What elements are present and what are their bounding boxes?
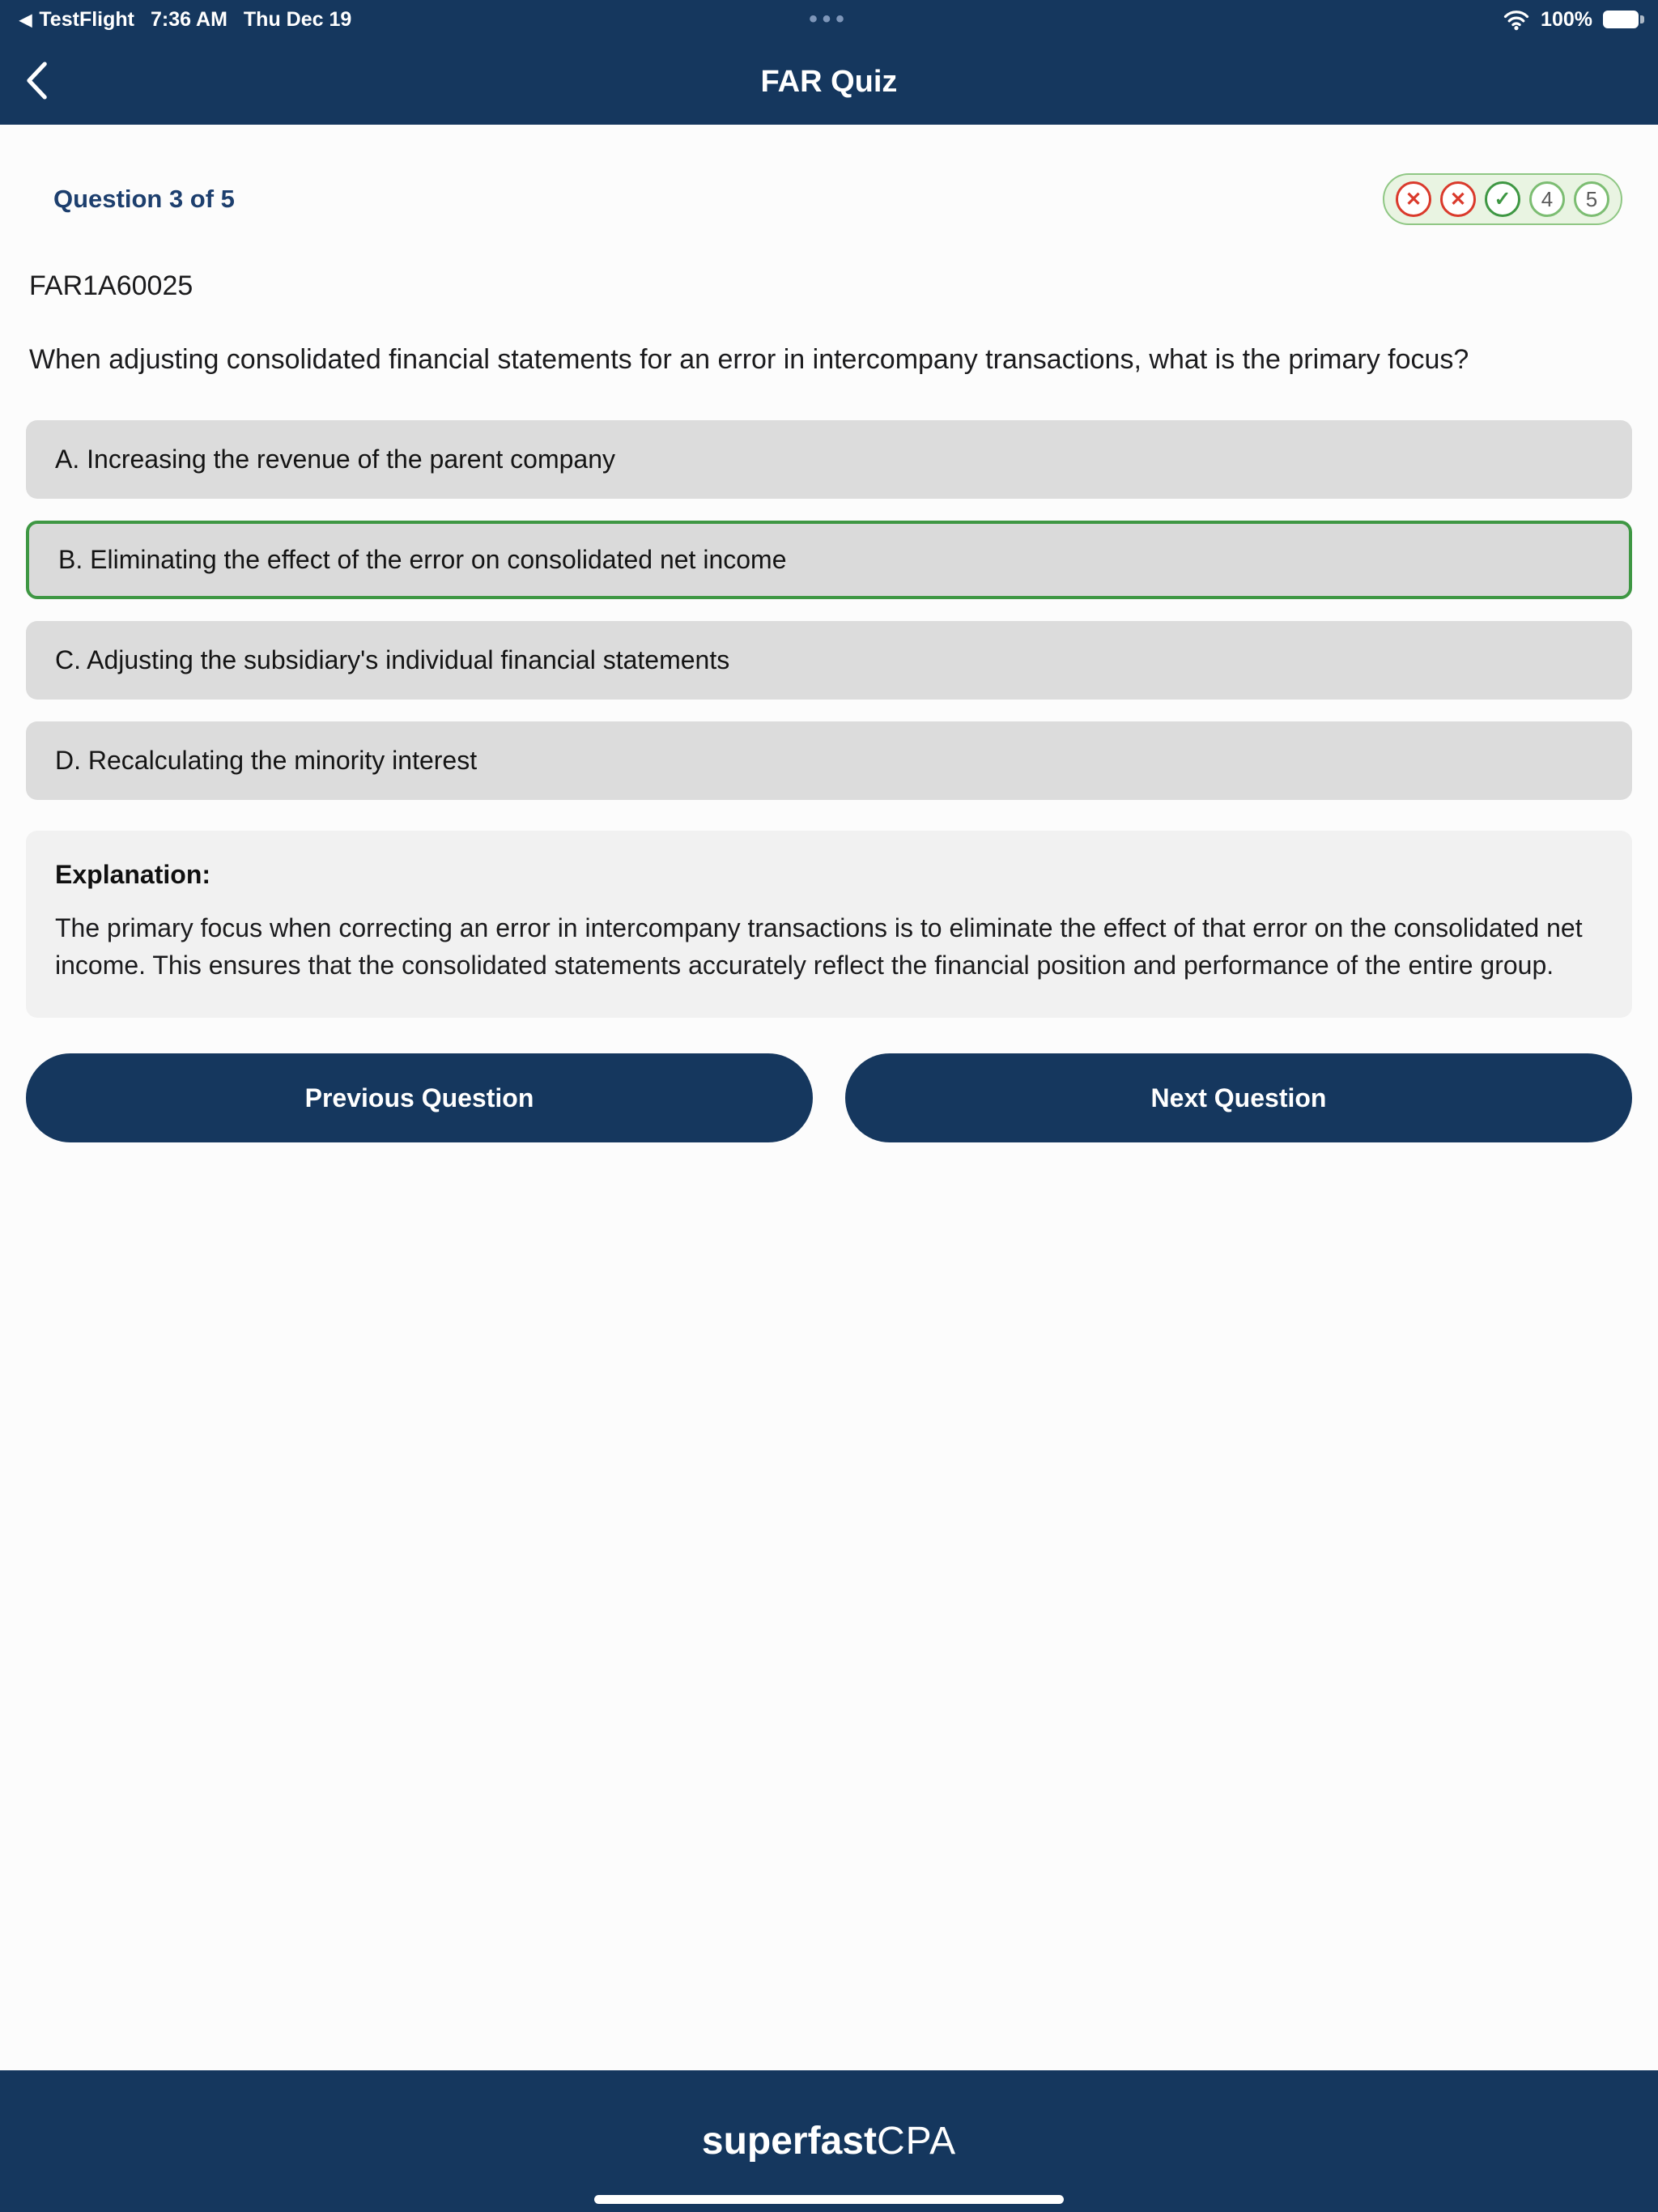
- navigation-buttons: [26, 1053, 1632, 1142]
- previous-question-button[interactable]: Previous Question: [26, 1053, 813, 1142]
- option-b-selected[interactable]: B. Eliminating the effect of the error on consolidated net income: [26, 521, 1632, 599]
- multitask-dots-icon: •••: [809, 6, 849, 32]
- footer: [0, 2070, 1658, 2212]
- back-button[interactable]: [24, 61, 49, 104]
- chevron-left-icon: [24, 61, 49, 104]
- status-date: Thu Dec 19: [243, 7, 352, 31]
- status-bar: [0, 0, 1658, 39]
- brand-logo-light: CPA: [876, 2120, 957, 2163]
- brand-logo-bold: superfast: [701, 2120, 877, 2163]
- brand-logo: [702, 2119, 956, 2163]
- page-title: FAR Quiz: [760, 64, 898, 99]
- battery-percent: 100%: [1541, 7, 1592, 31]
- battery-icon: [1603, 11, 1639, 28]
- explanation-text: The primary focus when correcting an error in intercompany transactions is to eliminate the effect of that error on the consolidated net income. This ensures that the consolidated statements accurately reflect the financial position and performance of the entire group.: [55, 912, 1583, 980]
- status-right: [1503, 8, 1639, 32]
- nav-bar: [0, 39, 1658, 125]
- testflight-label: TestFlight: [39, 7, 134, 31]
- question-text: When adjusting consolidated financial statements for an error in intercompany transactions, what is the primary focus?: [29, 344, 1469, 375]
- status-left: [19, 8, 351, 32]
- question3-correct-icon: ✓: [1485, 181, 1520, 217]
- option-c[interactable]: C. Adjusting the subsidiary's individual financial statements: [26, 621, 1632, 700]
- wifi-icon: [1503, 9, 1530, 31]
- quiz-content: [0, 125, 1658, 1142]
- back-to-app-icon: ◀: [19, 11, 32, 29]
- options-list: [0, 420, 1658, 800]
- question-id: FAR1A60025: [29, 270, 193, 301]
- question5-indicator: 5: [1574, 181, 1609, 217]
- home-indicator[interactable]: [594, 2195, 1064, 2204]
- back-to-testflight-button[interactable]: [19, 8, 134, 32]
- option-a[interactable]: A. Increasing the revenue of the parent company: [26, 420, 1632, 499]
- progress-pill: [1383, 173, 1622, 225]
- question-progress-label: Question 3 of 5: [53, 185, 235, 213]
- question2-incorrect-icon: ✕: [1440, 181, 1476, 217]
- question4-indicator: 4: [1529, 181, 1565, 217]
- next-question-button[interactable]: Next Question: [845, 1053, 1632, 1142]
- question1-incorrect-icon: ✕: [1396, 181, 1431, 217]
- explanation-box: [26, 831, 1632, 1019]
- status-time: 7:36 AM: [150, 7, 227, 31]
- question-header-row: [53, 173, 1622, 225]
- explanation-title: Explanation:: [55, 859, 211, 889]
- option-d[interactable]: D. Recalculating the minority interest: [26, 721, 1632, 800]
